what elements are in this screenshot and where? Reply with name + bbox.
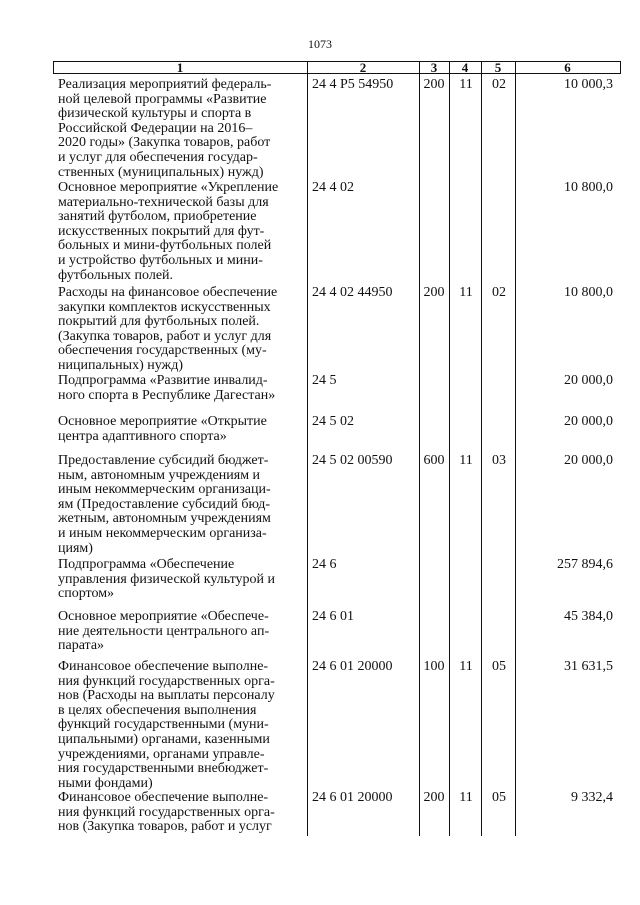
row-amount: 31 631,5	[564, 659, 613, 674]
row-target-code: 24 4 P5 54950	[312, 77, 394, 92]
row-subsection: 03	[492, 453, 506, 468]
row-expense-type: 200	[423, 790, 445, 805]
row-target-code: 24 5 02	[312, 414, 354, 429]
column-divider	[449, 61, 450, 836]
column-divider	[620, 61, 621, 73]
row-subsection: 02	[492, 77, 506, 92]
row-expense-type: 600	[423, 453, 445, 468]
row-description: Основное мероприятие «Обеспече- ние деятельности центрального ап- парата»	[58, 609, 270, 654]
row-amount: 10 800,0	[564, 180, 613, 195]
column-divider	[515, 61, 516, 836]
column-header-2: 2	[359, 60, 367, 75]
row-amount: 9 332,4	[571, 790, 613, 805]
row-amount: 20 000,0	[564, 414, 613, 429]
row-section: 11	[459, 285, 473, 300]
row-description: Финансовое обеспечение выполне- ния функций государственных орга- нов (Закупка товаров, работ и услуг	[58, 790, 275, 835]
row-target-code: 24 5	[312, 373, 337, 388]
row-subsection: 05	[492, 659, 506, 674]
row-expense-type: 200	[423, 77, 445, 92]
row-subsection: 05	[492, 790, 506, 805]
row-description: Расходы на финансовое обеспечение закупки комплектов искусственных покрытий для футбольных полей. (Закупка товаров, работ и услуг для обеспечения государственных (му- ниципальных) нужд)	[58, 285, 278, 373]
row-target-code: 24 6 01 20000	[312, 790, 393, 805]
row-amount: 20 000,0	[564, 373, 613, 388]
column-header-4: 4	[461, 60, 469, 75]
row-amount: 10 800,0	[564, 285, 613, 300]
row-subsection: 02	[492, 285, 506, 300]
row-target-code: 24 4 02	[312, 180, 354, 195]
column-header-6: 6	[564, 60, 571, 75]
column-divider	[481, 61, 482, 836]
row-expense-type: 100	[423, 659, 445, 674]
row-target-code: 24 4 02 44950	[312, 285, 393, 300]
page-number: 1073	[308, 37, 332, 51]
row-description: Основное мероприятие «Укрепление материально-технической базы для занятий футболом, приобретение искусственных покрытий для фут- больных и мини-футбольных полей и устройство футбольных и мини- футбольных полей.	[58, 180, 279, 283]
row-section: 11	[459, 77, 473, 92]
column-divider	[307, 61, 308, 836]
row-target-code: 24 6	[312, 557, 337, 572]
column-divider	[419, 61, 420, 836]
row-section: 11	[459, 453, 473, 468]
row-description: Основное мероприятие «Открытие центра адаптивного спорта»	[58, 414, 267, 444]
row-target-code: 24 6 01 20000	[312, 659, 393, 674]
column-header-1: 1	[176, 60, 184, 75]
column-header-3: 3	[430, 60, 438, 75]
row-section: 11	[459, 790, 473, 805]
row-expense-type: 200	[423, 285, 445, 300]
row-description: Предоставление субсидий бюджет- ным, автономным учреждениям и иным некоммерческим организаци- ям (Предоставление субсидий бюд- жетным, автономным учреждениям и иным некоммерческим организа- циям)	[58, 453, 271, 556]
row-amount: 257 894,6	[557, 557, 613, 572]
row-amount: 20 000,0	[564, 453, 613, 468]
column-header-5: 5	[494, 60, 502, 75]
row-amount: 10 000,3	[564, 77, 613, 92]
row-description: Финансовое обеспечение выполне- ния функций государственных орга- нов (Расходы на выплаты персоналу в целях обеспечения выполнения функций государственными (муни- ципальными) органами, казенными учреждениями, органами управле- ния государственными внебюджет- ными фондами)	[58, 659, 275, 791]
row-description: Подпрограмма «Развитие инвалид- ного спорта в Республике Дагестан»	[58, 373, 276, 403]
row-description: Подпрограмма «Обеспечение управления физической культурой и спортом»	[58, 557, 275, 602]
row-target-code: 24 5 02 00590	[312, 453, 393, 468]
row-target-code: 24 6 01	[312, 609, 354, 624]
row-amount: 45 384,0	[564, 609, 613, 624]
row-description: Реализация мероприятий федераль- ной целевой программы «Развитие физической культуры и спорта в Российской Федерации на 2016– 2020 годы» (Закупка товаров, работ и услуг для обеспечения государ- ственных (муниципальных) нужд)	[58, 77, 272, 180]
row-section: 11	[459, 659, 473, 674]
